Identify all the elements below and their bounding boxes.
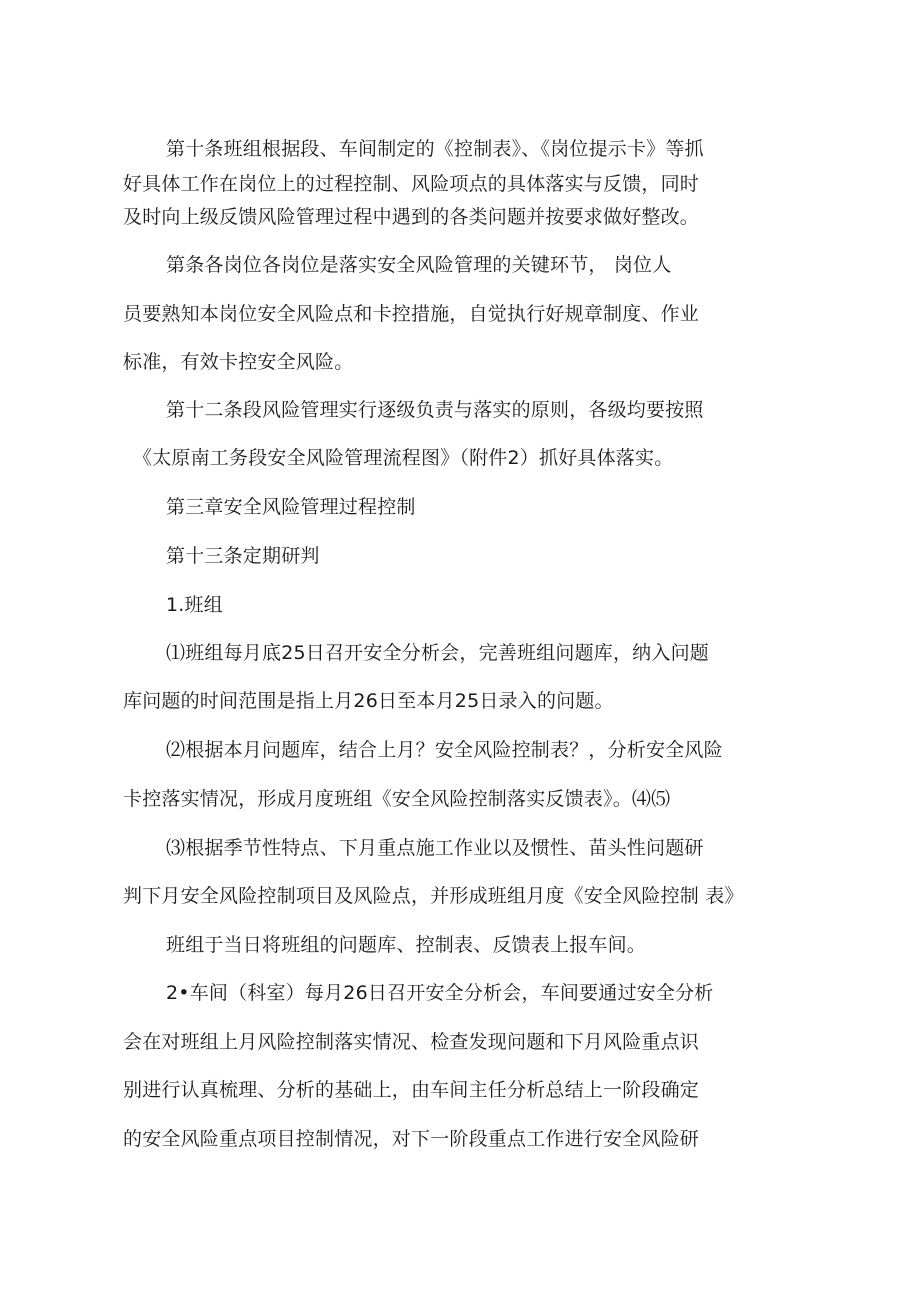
text-line: ⑶根据季节性特点、下月重点施工作业以及惯性、苗头性问题研	[166, 837, 704, 859]
text-line: ⑵根据本月问题库，结合上月？安全风险控制表？，分析安全风险	[166, 739, 723, 761]
chapter-heading: 第三章安全风险管理过程控制	[166, 496, 416, 518]
text-line: 2•车间（科室）每月26日召开安全分析会，车间要通过安全分析	[166, 982, 714, 1004]
text-line: 第十二条段风险管理实行逐级负责与落实的原则，各级均要按照	[166, 399, 704, 421]
text-line: 班组于当日将班组的问题库、控制表、反馈表上报车间。	[166, 934, 647, 956]
text-line: 的安全风险重点项目控制情况，对下一阶段重点工作进行安全风险研	[123, 1128, 700, 1150]
text-line: ⑴班组每月底25日召开安全分析会，完善班组问题库，纳入问题	[166, 642, 709, 664]
text-line: 及时向上级反馈风险管理过程中遇到的各类问题并按要求做好整改。	[123, 206, 700, 228]
text-line: 会在对班组上月风险控制落实情况、检查发现问题和下月风险重点识	[123, 1031, 700, 1053]
text-line: 第十条班组根据段、车间制定的《控制表》、《岗位提示卡》等抓	[166, 138, 704, 160]
text-line: 卡控落实情况，形成月度班组《安全风险控制落实反馈表》。⑷⑸	[123, 788, 671, 810]
text-line: 库问题的时间范围是指上月26日至本月25日录入的问题。	[123, 690, 614, 712]
text-line: 判下月安全风险控制项目及风险点，并形成班组月度《安全风险控制 表》	[123, 885, 744, 907]
text-line: 标准，有效卡控安全风险。	[123, 351, 354, 373]
section-heading: 1.班组	[166, 594, 223, 616]
article-heading: 第十三条定期研判	[166, 545, 320, 567]
text-line: 第条各岗位各岗位是落实安全风险管理的关键环节， 岗位人	[166, 254, 672, 276]
text-line: 员要熟知本岗位安全风险点和卡控措施，自觉执行好规章制度、作业	[123, 303, 700, 325]
text-line: 好具体工作在岗位上的过程控制、风险项点的具体落实与反馈，同时	[123, 173, 700, 195]
text-line: 《太原南工务段安全风险管理流程图》（附件2）抓好具体落实。	[133, 447, 674, 469]
text-line: 别进行认真梳理、分析的基础上，由车间主任分析总结上一阶段确定	[123, 1079, 700, 1101]
